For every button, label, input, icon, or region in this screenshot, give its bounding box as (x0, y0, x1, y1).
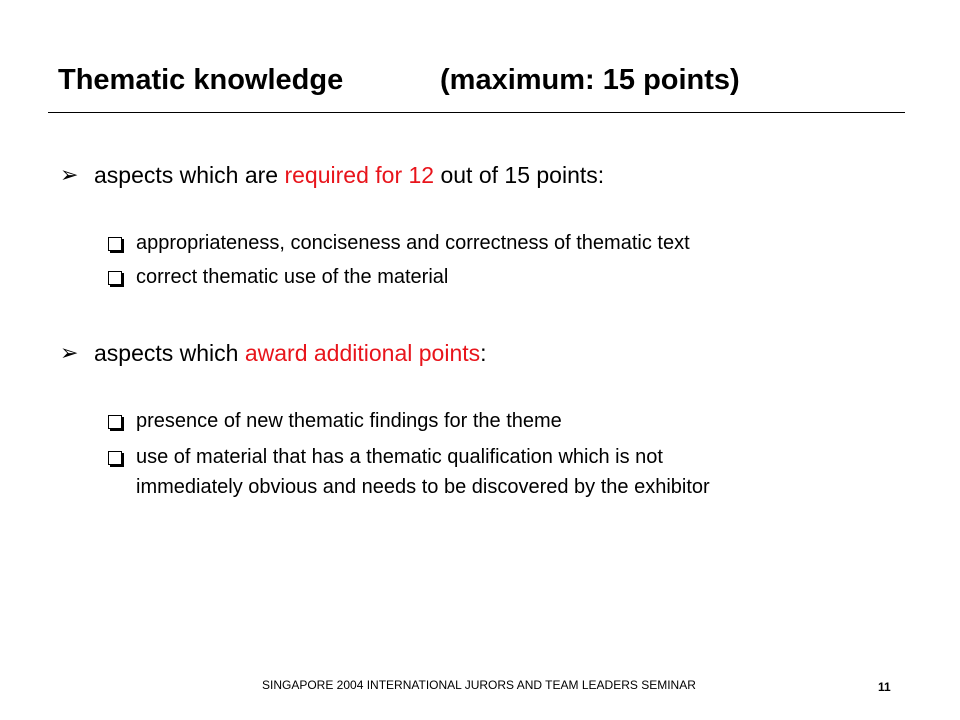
checkbox-bullet-icon (108, 271, 122, 285)
checkbox-bullet-icon (108, 415, 122, 429)
section-1-highlight: required for 12 (284, 162, 435, 188)
page-number: 11 (878, 680, 891, 694)
arrow-bullet-icon: ➢ (60, 162, 79, 187)
item-text-line-1: use of material that has a thematic qualification which is not (136, 446, 663, 468)
section-1-post: out of 15 points: (434, 162, 605, 188)
section-2-pre: aspects which (94, 340, 245, 366)
arrow-bullet-icon: ➢ (60, 340, 79, 365)
item-text: correct thematic use of the material (136, 266, 449, 288)
section-2-post: : (480, 340, 487, 366)
checkbox-bullet-icon (108, 451, 122, 465)
section-1-pre: aspects which are (94, 162, 285, 188)
footer-text: SINGAPORE 2004 INTERNATIONAL JURORS AND TEAM LEADERS SEMINAR (262, 678, 696, 692)
slide-title (58, 62, 740, 98)
title-text: Thematic knowledge (58, 64, 344, 96)
checkbox-bullet-icon (108, 237, 122, 251)
item-text-line-2: immediately obvious and needs to be discovered by the exhibitor (136, 476, 710, 498)
title-divider (48, 112, 905, 113)
item-text: presence of new thematic findings for the theme (136, 410, 562, 432)
title-subtitle: (maximum: 15 points) (440, 64, 740, 96)
item-text: appropriateness, conciseness and correctness of thematic text (136, 232, 690, 254)
section-2-highlight: award additional points (244, 340, 481, 366)
